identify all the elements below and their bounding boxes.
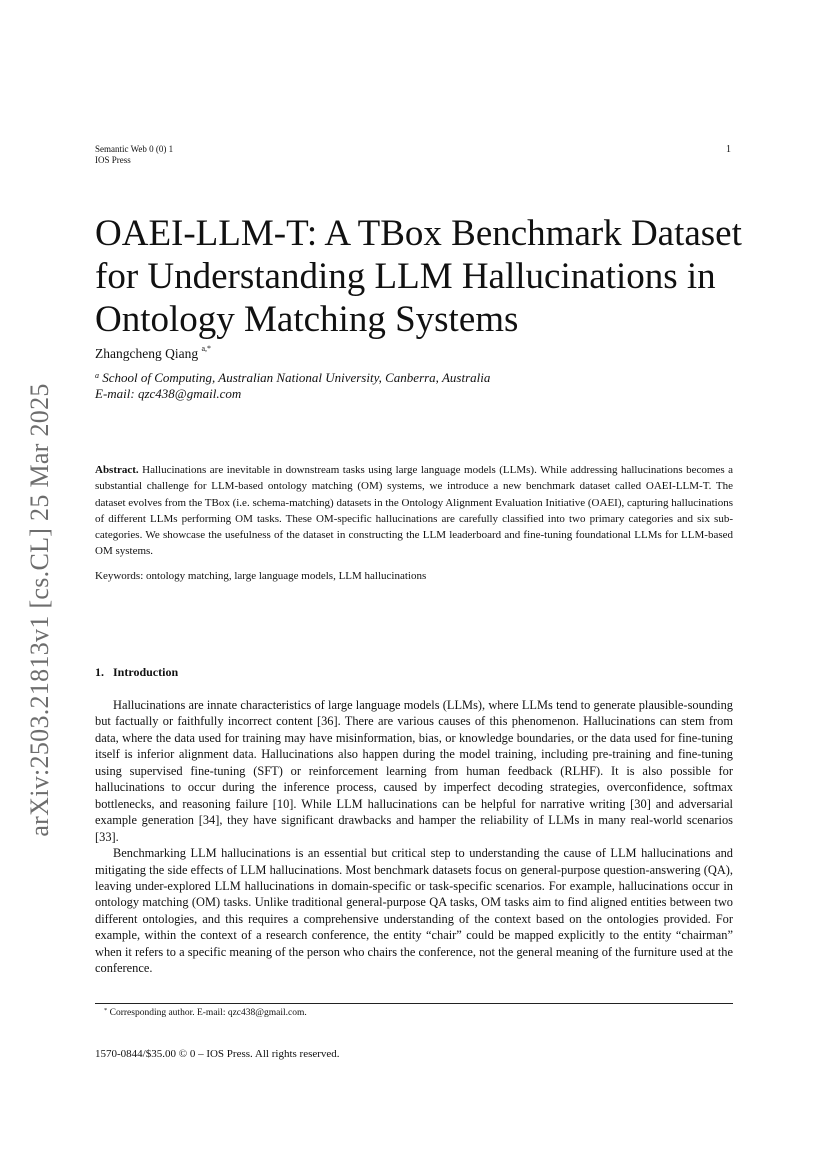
footnote-divider bbox=[95, 1003, 733, 1004]
affiliation-mark: a bbox=[95, 371, 99, 380]
section-title: Introduction bbox=[113, 665, 179, 679]
affiliation-block bbox=[95, 370, 490, 402]
author-line bbox=[95, 346, 211, 362]
author-affiliation-marks: a,* bbox=[201, 344, 212, 353]
footnote bbox=[104, 1008, 307, 1018]
section-heading bbox=[95, 665, 178, 680]
page-number: 1 bbox=[726, 144, 731, 155]
copyright-line: 1570-0844/$35.00 © 0 – IOS Press. All rights reserved. bbox=[95, 1048, 340, 1060]
arxiv-identifier-stamp[interactable]: arXiv:2503.21813v1 [cs.CL] 25 Mar 2025 bbox=[25, 383, 54, 837]
abstract-label: Abstract. bbox=[95, 464, 139, 476]
running-header bbox=[95, 144, 173, 166]
introduction-body bbox=[95, 697, 733, 977]
abstract bbox=[95, 462, 733, 560]
keywords: Keywords: ontology matching, large language models, LLM hallucinations bbox=[95, 570, 427, 582]
paper-title: OAEI-LLM-T: A TBox Benchmark Dataset for Understanding LLM Hallucinations in Ontology Matching Systems bbox=[95, 213, 742, 340]
author-name: Zhangcheng Qiang bbox=[95, 346, 199, 361]
paragraph: Benchmarking LLM hallucinations is an essential but critical step to understanding the cause of LLM hallucinations and mitigating the side effects of LLM hallucinations. Most benchmark datasets focus on general-purpose question-answering (QA), leaving under-explored LLM hallucinations in domain-specific or task-specific scenarios. For example, hallucinations occur in ontology matching (OM) tasks. Unlike traditional general-purpose QA tasks, OM tasks aim to find aligned entities between two different ontologies, and this requires a comprehensive understanding of the context based on the ontologies provided. For example, within the context of a research conference, the entity “chair” could be mapped explicitly to the entity “chairman” when it refers to a specific meaning of the person who chairs the conference, not the general meaning of the furniture used at the conference. bbox=[95, 846, 733, 976]
abstract-text: Hallucinations are inevitable in downstream tasks using large language models (LLMs). While addressing hallucinations becomes a substantial challenge for LLM-based ontology matching (OM) systems, we introduce a new benchmark dataset called OAEI-LLM-T. The dataset evolves from the TBox (i.e. schema-matching) datasets in the Ontology Alignment Evaluation Initiative (OAEI), capturing hallucinations of different LLMs performing OM tasks. These OM-specific hallucinations are carefully classified into two primary categories and six sub-categories. We showcase the usefulness of the dataset in constructing the LLM leaderboard and fine-tuning foundational LLMs for LLM-based OM systems. bbox=[95, 464, 734, 558]
journal-name: Semantic Web 0 (0) 1 bbox=[95, 144, 174, 154]
affiliation-text: School of Computing, Australian National University, Canberra, Australia bbox=[102, 370, 491, 385]
affiliation-line bbox=[95, 370, 490, 386]
footnote-text: Corresponding author. E-mail: qzc438@gmail.com. bbox=[109, 1008, 307, 1018]
publisher-name: IOS Press bbox=[95, 155, 131, 165]
paragraph: Hallucinations are innate characteristics of large language models (LLMs), where LLMs tend to generate plausible-sounding but factually or faithfully incorrect content [36]. There are various causes of this phenomenon. Hallucinations can stem from data, where the data used for training may have misinformation, bias, or knowledge boundaries, or the data used for fine-tuning itself is inferior alignment data. Hallucinations also happen during the model training, including pre-training and fine-tuning using supervised fine-tuning (SFT) or reinforcement learning from human feedback (RLHF). It is also possible for hallucinations to occur during the inference process, caused by imperfect decoding strategies, overconfidence, softmax bottlenecks, and reasoning failure [10]. While LLM hallucinations can be helpful for narrative writing [30] and adversarial example generation [34], they have significant drawbacks and hamper the reliability of LLMs in many real-world scenarios [33]. bbox=[95, 698, 733, 844]
author-email[interactable]: E-mail: qzc438@gmail.com bbox=[95, 386, 242, 401]
section-number: 1. bbox=[95, 665, 104, 679]
footnote-mark: * bbox=[104, 1007, 108, 1014]
